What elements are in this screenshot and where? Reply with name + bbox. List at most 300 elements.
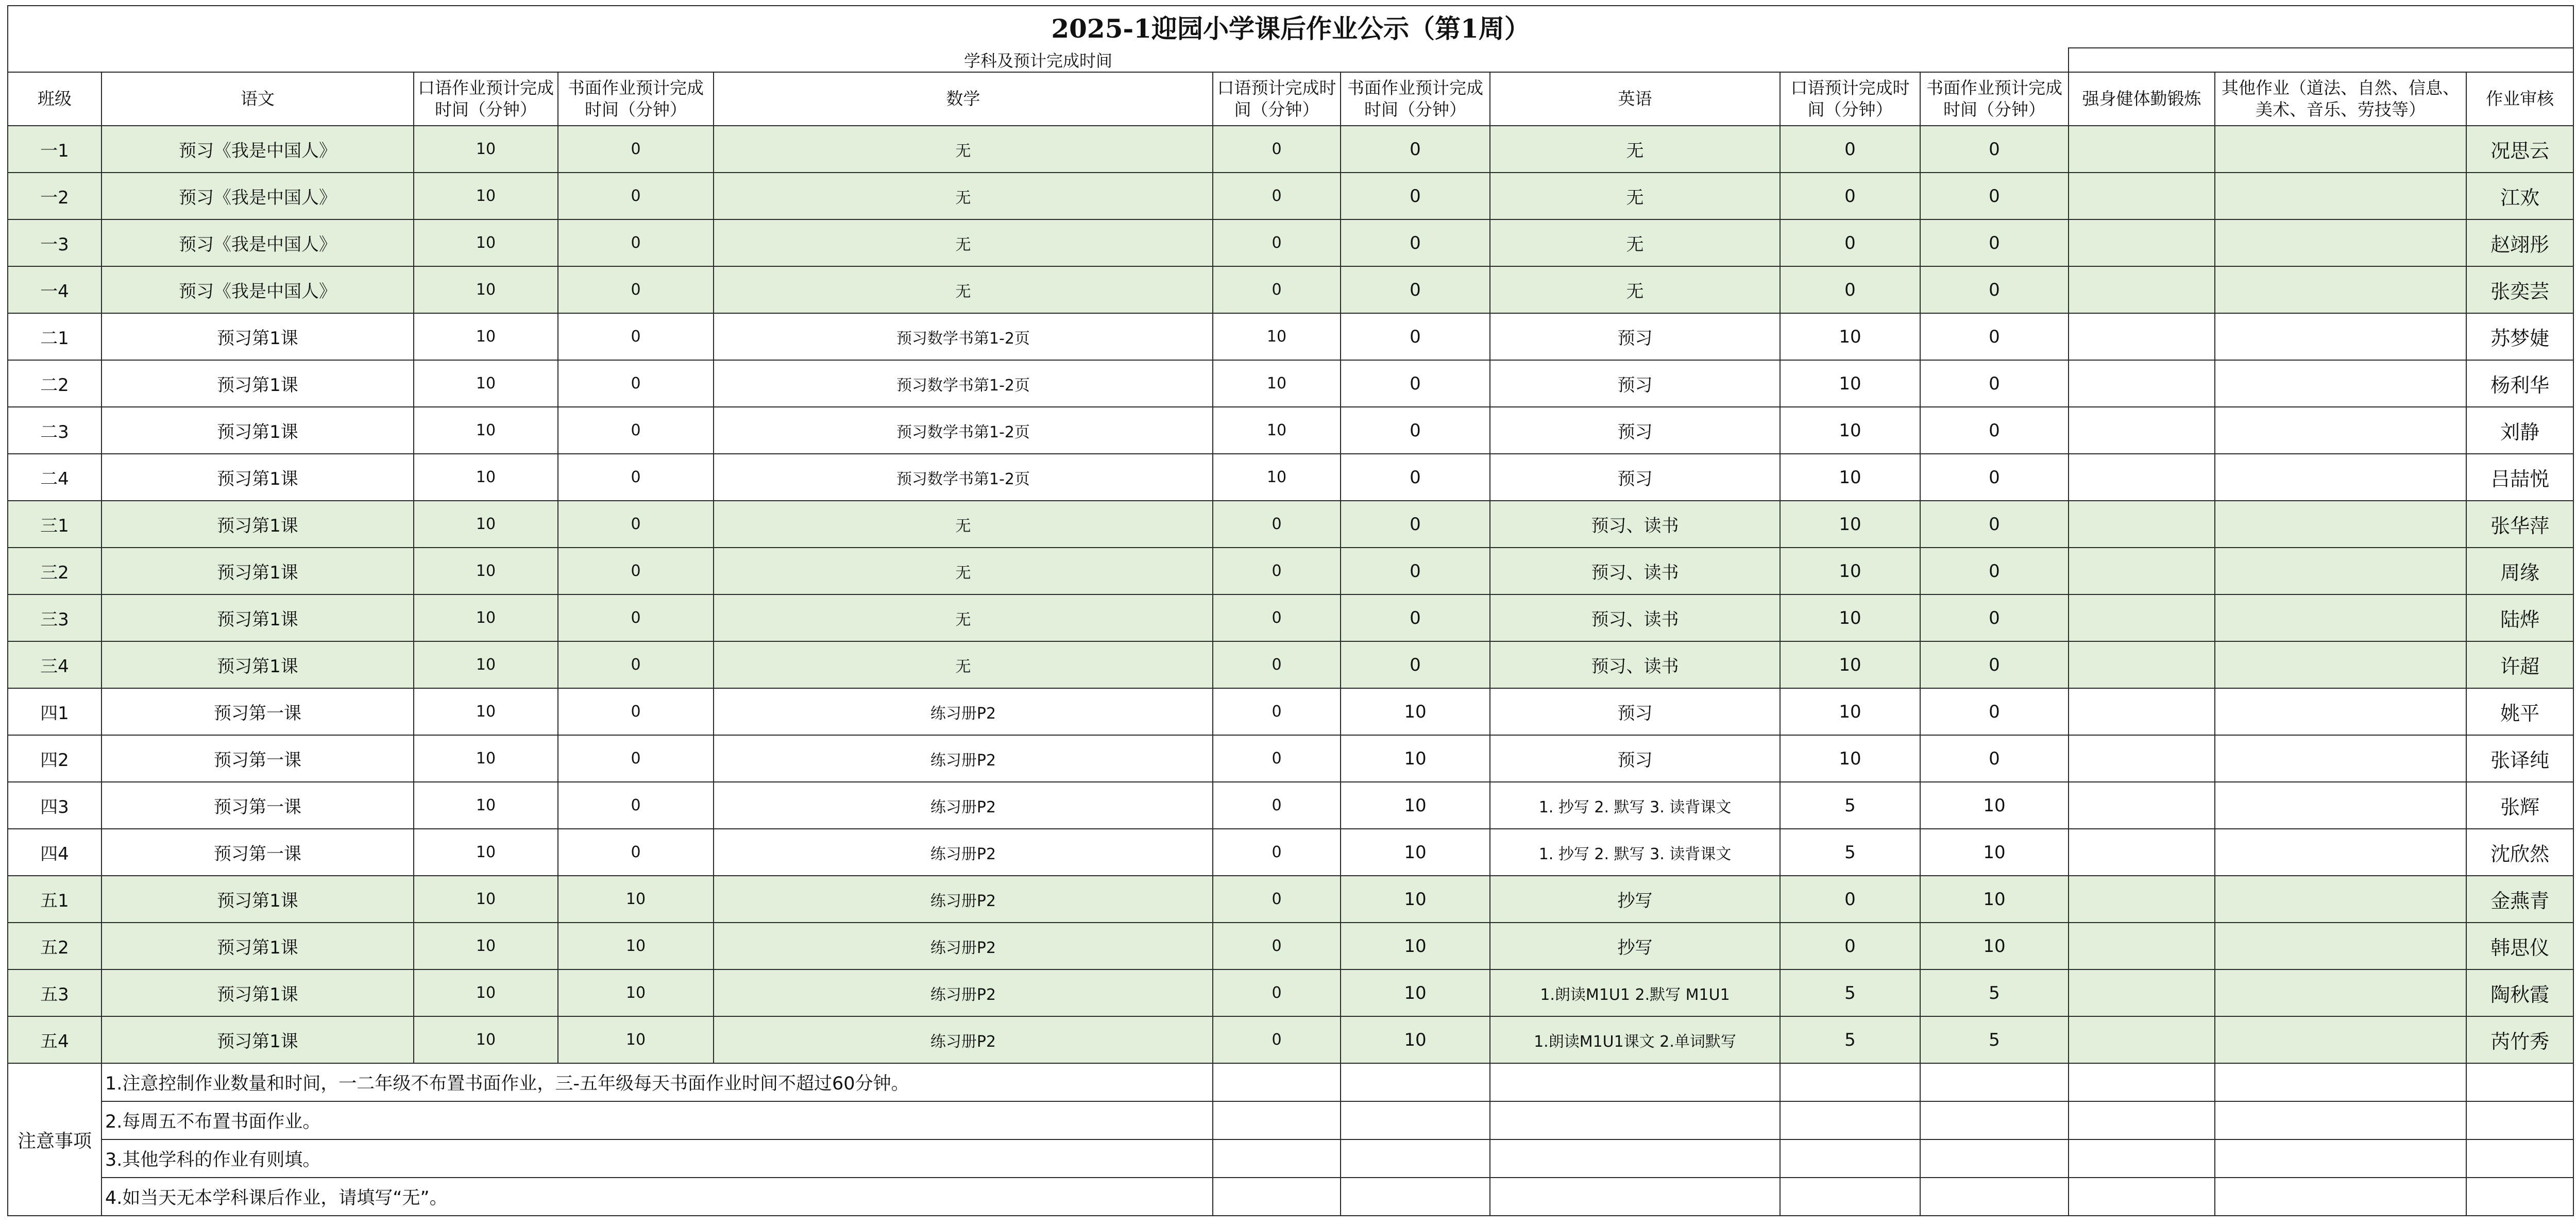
cell-chinese[interactable]: 预习第1课 — [101, 548, 414, 594]
note-blank-cell[interactable] — [1780, 1063, 1920, 1101]
cell-class[interactable]: 五3 — [8, 969, 101, 1016]
cell-english-written[interactable]: 0 — [1920, 501, 2069, 548]
cell-chinese-oral[interactable]: 10 — [414, 969, 558, 1016]
cell-english-oral[interactable]: 10 — [1780, 501, 1920, 548]
cell-math[interactable]: 无 — [714, 219, 1213, 266]
cell-chinese-written[interactable]: 0 — [558, 688, 714, 735]
cell-chinese-written[interactable]: 10 — [558, 876, 714, 923]
cell-chinese-written[interactable]: 0 — [558, 548, 714, 594]
cell-english-written[interactable]: 0 — [1920, 173, 2069, 219]
note-blank-cell[interactable] — [1920, 1178, 2069, 1216]
cell-math-oral[interactable]: 0 — [1213, 876, 1341, 923]
cell-chinese-written[interactable]: 0 — [558, 313, 714, 360]
cell-other[interactable] — [2215, 313, 2466, 360]
cell-fitness[interactable] — [2069, 876, 2215, 923]
cell-review[interactable]: 张辉 — [2466, 782, 2573, 829]
cell-review[interactable]: 陆烨 — [2466, 594, 2573, 641]
cell-math-oral[interactable]: 0 — [1213, 688, 1341, 735]
cell-english-written[interactable]: 0 — [1920, 454, 2069, 501]
cell-chinese-oral[interactable]: 10 — [414, 876, 558, 923]
cell-math[interactable]: 练习册P2 — [714, 688, 1213, 735]
cell-english-written[interactable]: 0 — [1920, 641, 2069, 688]
cell-math-oral[interactable]: 0 — [1213, 641, 1341, 688]
cell-english-oral[interactable]: 10 — [1780, 313, 1920, 360]
cell-chinese[interactable]: 预习《我是中国人》 — [101, 126, 414, 173]
cell-fitness[interactable] — [2069, 735, 2215, 782]
cell-english-oral[interactable]: 10 — [1780, 641, 1920, 688]
cell-math[interactable]: 练习册P2 — [714, 735, 1213, 782]
cell-math[interactable]: 练习册P2 — [714, 1016, 1213, 1063]
cell-review[interactable]: 陶秋霞 — [2466, 969, 2573, 1016]
cell-other[interactable] — [2215, 782, 2466, 829]
cell-other[interactable] — [2215, 876, 2466, 923]
note-blank-cell[interactable] — [1341, 1063, 1490, 1101]
cell-fitness[interactable] — [2069, 219, 2215, 266]
cell-english-written[interactable]: 0 — [1920, 126, 2069, 173]
cell-english-written[interactable]: 0 — [1920, 407, 2069, 454]
cell-math[interactable]: 练习册P2 — [714, 829, 1213, 876]
note-blank-cell[interactable] — [1213, 1101, 1341, 1139]
cell-math-oral[interactable]: 0 — [1213, 735, 1341, 782]
cell-chinese-written[interactable]: 0 — [558, 641, 714, 688]
cell-english-oral[interactable]: 10 — [1780, 548, 1920, 594]
cell-chinese[interactable]: 预习第1课 — [101, 876, 414, 923]
cell-review[interactable]: 况思云 — [2466, 126, 2573, 173]
cell-english[interactable]: 预习 — [1490, 735, 1780, 782]
cell-review[interactable]: 沈欣然 — [2466, 829, 2573, 876]
cell-review[interactable]: 芮竹秀 — [2466, 1016, 2573, 1063]
cell-fitness[interactable] — [2069, 407, 2215, 454]
note-blank-cell[interactable] — [2215, 1178, 2466, 1216]
note-blank-cell[interactable] — [1780, 1139, 1920, 1178]
cell-english-oral[interactable]: 10 — [1780, 735, 1920, 782]
cell-review[interactable]: 赵翊彤 — [2466, 219, 2573, 266]
note-blank-cell[interactable] — [2466, 1178, 2573, 1216]
cell-other[interactable] — [2215, 266, 2466, 313]
sheet-subtitle: 学科及预计完成时间 — [8, 48, 2069, 72]
note-blank-cell[interactable] — [2069, 1101, 2215, 1139]
cell-fitness[interactable] — [2069, 126, 2215, 173]
cell-math-oral[interactable]: 10 — [1213, 360, 1341, 407]
cell-chinese-oral[interactable]: 10 — [414, 594, 558, 641]
cell-class[interactable]: 三3 — [8, 594, 101, 641]
cell-chinese-written[interactable]: 0 — [558, 173, 714, 219]
cell-english-written[interactable]: 10 — [1920, 923, 2069, 969]
cell-chinese-written[interactable]: 0 — [558, 266, 714, 313]
cell-fitness[interactable] — [2069, 969, 2215, 1016]
note-blank-cell[interactable] — [1920, 1063, 2069, 1101]
note-blank-cell[interactable] — [2466, 1063, 2573, 1101]
cell-chinese-written[interactable]: 0 — [558, 829, 714, 876]
cell-review[interactable]: 张译纯 — [2466, 735, 2573, 782]
cell-chinese-oral[interactable]: 10 — [414, 126, 558, 173]
note-blank-cell[interactable] — [1920, 1139, 2069, 1178]
cell-chinese[interactable]: 预习《我是中国人》 — [101, 173, 414, 219]
cell-fitness[interactable] — [2069, 501, 2215, 548]
cell-fitness[interactable] — [2069, 1016, 2215, 1063]
cell-english-written[interactable]: 10 — [1920, 782, 2069, 829]
cell-chinese-written[interactable]: 0 — [558, 219, 714, 266]
cell-math[interactable]: 练习册P2 — [714, 923, 1213, 969]
cell-other[interactable] — [2215, 969, 2466, 1016]
cell-english-written[interactable]: 5 — [1920, 969, 2069, 1016]
note-blank-cell[interactable] — [2069, 1178, 2215, 1216]
cell-other[interactable] — [2215, 594, 2466, 641]
cell-class[interactable]: 二1 — [8, 313, 101, 360]
cell-review[interactable]: 江欢 — [2466, 173, 2573, 219]
cell-math-written[interactable]: 0 — [1341, 407, 1490, 454]
cell-english-oral[interactable]: 0 — [1780, 266, 1920, 313]
cell-english-oral[interactable]: 5 — [1780, 782, 1920, 829]
note-blank-cell[interactable] — [2466, 1101, 2573, 1139]
cell-english[interactable]: 预习、读书 — [1490, 548, 1780, 594]
header-class: 班级 — [8, 72, 101, 126]
cell-english-oral[interactable]: 0 — [1780, 923, 1920, 969]
header-english: 英语 — [1490, 72, 1780, 126]
cell-review[interactable]: 金燕青 — [2466, 876, 2573, 923]
cell-class[interactable]: 五2 — [8, 923, 101, 969]
cell-english-written[interactable]: 0 — [1920, 688, 2069, 735]
cell-chinese[interactable]: 预习第一课 — [101, 782, 414, 829]
cell-english-oral[interactable]: 0 — [1780, 126, 1920, 173]
cell-chinese-written[interactable]: 10 — [558, 969, 714, 1016]
cell-chinese-written[interactable]: 0 — [558, 407, 714, 454]
cell-english-oral[interactable]: 10 — [1780, 454, 1920, 501]
cell-math-written[interactable]: 0 — [1341, 219, 1490, 266]
note-blank-cell[interactable] — [1780, 1101, 1920, 1139]
cell-other[interactable] — [2215, 360, 2466, 407]
cell-english-written[interactable]: 0 — [1920, 313, 2069, 360]
cell-math[interactable]: 无 — [714, 641, 1213, 688]
cell-class[interactable]: 一2 — [8, 173, 101, 219]
cell-review[interactable]: 张华萍 — [2466, 501, 2573, 548]
cell-review[interactable]: 周缘 — [2466, 548, 2573, 594]
note-blank-cell[interactable] — [1213, 1063, 1341, 1101]
cell-english[interactable]: 预习 — [1490, 407, 1780, 454]
cell-math-written[interactable]: 0 — [1341, 594, 1490, 641]
cell-math-written[interactable]: 0 — [1341, 548, 1490, 594]
cell-english-oral[interactable]: 5 — [1780, 1016, 1920, 1063]
note-blank-cell[interactable] — [2215, 1063, 2466, 1101]
cell-chinese-oral[interactable]: 10 — [414, 454, 558, 501]
cell-chinese-oral[interactable]: 10 — [414, 313, 558, 360]
cell-math-written[interactable]: 10 — [1341, 923, 1490, 969]
cell-fitness[interactable] — [2069, 688, 2215, 735]
cell-chinese-oral[interactable]: 10 — [414, 548, 558, 594]
note-blank-cell[interactable] — [1490, 1139, 1780, 1178]
cell-other[interactable] — [2215, 641, 2466, 688]
cell-english[interactable]: 抄写 — [1490, 876, 1780, 923]
cell-review[interactable]: 苏梦婕 — [2466, 313, 2573, 360]
cell-class[interactable]: 五4 — [8, 1016, 101, 1063]
cell-english-oral[interactable]: 0 — [1780, 876, 1920, 923]
cell-math-written[interactable]: 10 — [1341, 688, 1490, 735]
cell-chinese-oral[interactable]: 10 — [414, 688, 558, 735]
cell-english[interactable]: 1. 抄写 2. 默写 3. 读背课文 — [1490, 782, 1780, 829]
cell-chinese-oral[interactable]: 10 — [414, 641, 558, 688]
cell-other[interactable] — [2215, 454, 2466, 501]
cell-english-oral[interactable]: 5 — [1780, 829, 1920, 876]
cell-math-written[interactable]: 0 — [1341, 501, 1490, 548]
cell-math-written[interactable]: 0 — [1341, 266, 1490, 313]
cell-chinese-written[interactable]: 0 — [558, 360, 714, 407]
cell-other[interactable] — [2215, 219, 2466, 266]
cell-chinese[interactable]: 预习第一课 — [101, 735, 414, 782]
cell-chinese-oral[interactable]: 10 — [414, 173, 558, 219]
cell-math-oral[interactable]: 0 — [1213, 219, 1341, 266]
cell-other[interactable] — [2215, 548, 2466, 594]
cell-review[interactable]: 刘静 — [2466, 407, 2573, 454]
note-blank-cell[interactable] — [1213, 1178, 1341, 1216]
note-blank-cell[interactable] — [1213, 1139, 1341, 1178]
cell-chinese-oral[interactable]: 10 — [414, 782, 558, 829]
cell-class[interactable]: 四2 — [8, 735, 101, 782]
cell-english-oral[interactable]: 5 — [1780, 969, 1920, 1016]
cell-english[interactable]: 预习 — [1490, 688, 1780, 735]
cell-math-oral[interactable]: 0 — [1213, 173, 1341, 219]
cell-math-oral[interactable]: 0 — [1213, 829, 1341, 876]
cell-chinese[interactable]: 预习第1课 — [101, 360, 414, 407]
cell-fitness[interactable] — [2069, 782, 2215, 829]
cell-english-written[interactable]: 5 — [1920, 1016, 2069, 1063]
cell-math[interactable]: 练习册P2 — [714, 876, 1213, 923]
cell-fitness[interactable] — [2069, 923, 2215, 969]
cell-other[interactable] — [2215, 735, 2466, 782]
cell-english-oral[interactable]: 10 — [1780, 688, 1920, 735]
cell-english[interactable]: 抄写 — [1490, 923, 1780, 969]
cell-chinese[interactable]: 预习《我是中国人》 — [101, 266, 414, 313]
cell-chinese-oral[interactable]: 10 — [414, 501, 558, 548]
note-blank-cell[interactable] — [1490, 1101, 1780, 1139]
cell-english[interactable]: 1.朗读M1U1课文 2.单词默写 — [1490, 1016, 1780, 1063]
cell-math-oral[interactable]: 0 — [1213, 501, 1341, 548]
cell-review[interactable]: 韩思仪 — [2466, 923, 2573, 969]
cell-class[interactable]: 一1 — [8, 126, 101, 173]
cell-math-oral[interactable]: 10 — [1213, 407, 1341, 454]
cell-math-written[interactable]: 10 — [1341, 969, 1490, 1016]
cell-chinese-oral[interactable]: 10 — [414, 1016, 558, 1063]
cell-review[interactable]: 姚平 — [2466, 688, 2573, 735]
cell-fitness[interactable] — [2069, 829, 2215, 876]
cell-chinese-oral[interactable]: 10 — [414, 407, 558, 454]
cell-other[interactable] — [2215, 1016, 2466, 1063]
cell-chinese-written[interactable]: 0 — [558, 735, 714, 782]
cell-other[interactable] — [2215, 501, 2466, 548]
cell-math[interactable]: 预习数学书第1-2页 — [714, 407, 1213, 454]
note-blank-cell[interactable] — [2069, 1139, 2215, 1178]
cell-english-written[interactable]: 0 — [1920, 594, 2069, 641]
cell-english-written[interactable]: 10 — [1920, 829, 2069, 876]
cell-class[interactable]: 四3 — [8, 782, 101, 829]
cell-class[interactable]: 五1 — [8, 876, 101, 923]
cell-class[interactable]: 三2 — [8, 548, 101, 594]
cell-math-oral[interactable]: 0 — [1213, 782, 1341, 829]
cell-chinese[interactable]: 预习第一课 — [101, 688, 414, 735]
note-blank-cell[interactable] — [1341, 1139, 1490, 1178]
cell-chinese-written[interactable]: 0 — [558, 501, 714, 548]
cell-review[interactable]: 杨利华 — [2466, 360, 2573, 407]
cell-other[interactable] — [2215, 923, 2466, 969]
cell-math-written[interactable]: 0 — [1341, 173, 1490, 219]
cell-math-written[interactable]: 0 — [1341, 126, 1490, 173]
cell-english[interactable]: 预习、读书 — [1490, 594, 1780, 641]
cell-class[interactable]: 四4 — [8, 829, 101, 876]
cell-fitness[interactable] — [2069, 548, 2215, 594]
cell-chinese-written[interactable]: 0 — [558, 454, 714, 501]
note-blank-cell[interactable] — [1341, 1101, 1490, 1139]
note-blank-cell[interactable] — [1490, 1178, 1780, 1216]
cell-fitness[interactable] — [2069, 313, 2215, 360]
cell-chinese[interactable]: 预习《我是中国人》 — [101, 219, 414, 266]
cell-math[interactable]: 预习数学书第1-2页 — [714, 313, 1213, 360]
cell-chinese-oral[interactable]: 10 — [414, 829, 558, 876]
cell-other[interactable] — [2215, 126, 2466, 173]
cell-english-oral[interactable]: 0 — [1780, 219, 1920, 266]
cell-chinese-oral[interactable]: 10 — [414, 735, 558, 782]
cell-english[interactable]: 预习 — [1490, 454, 1780, 501]
cell-chinese-written[interactable]: 0 — [558, 782, 714, 829]
cell-english[interactable]: 无 — [1490, 126, 1780, 173]
table-row — [8, 407, 2573, 454]
cell-class[interactable]: 三4 — [8, 641, 101, 688]
cell-math-oral[interactable]: 0 — [1213, 969, 1341, 1016]
notes-label: 注意事项 — [8, 1063, 101, 1216]
cell-fitness[interactable] — [2069, 173, 2215, 219]
cell-review[interactable]: 张奕芸 — [2466, 266, 2573, 313]
cell-chinese[interactable]: 预习第1课 — [101, 501, 414, 548]
cell-math[interactable]: 无 — [714, 548, 1213, 594]
cell-fitness[interactable] — [2069, 594, 2215, 641]
cell-math-written[interactable]: 10 — [1341, 782, 1490, 829]
cell-english-written[interactable]: 0 — [1920, 219, 2069, 266]
cell-math-oral[interactable]: 0 — [1213, 126, 1341, 173]
cell-math[interactable]: 预习数学书第1-2页 — [714, 454, 1213, 501]
cell-math[interactable]: 无 — [714, 126, 1213, 173]
cell-chinese-oral[interactable]: 10 — [414, 219, 558, 266]
cell-math-written[interactable]: 10 — [1341, 876, 1490, 923]
homework-table — [7, 5, 2574, 1216]
cell-other[interactable] — [2215, 173, 2466, 219]
cell-english-written[interactable]: 0 — [1920, 360, 2069, 407]
cell-math-oral[interactable]: 0 — [1213, 594, 1341, 641]
cell-math-oral[interactable]: 10 — [1213, 313, 1341, 360]
cell-math-written[interactable]: 0 — [1341, 641, 1490, 688]
cell-math[interactable]: 无 — [714, 501, 1213, 548]
cell-english[interactable]: 无 — [1490, 266, 1780, 313]
cell-review[interactable]: 许超 — [2466, 641, 2573, 688]
cell-chinese[interactable]: 预习第1课 — [101, 313, 414, 360]
note-blank-cell[interactable] — [2069, 1063, 2215, 1101]
cell-chinese-written[interactable]: 10 — [558, 923, 714, 969]
cell-chinese-written[interactable]: 10 — [558, 1016, 714, 1063]
cell-math[interactable]: 无 — [714, 594, 1213, 641]
cell-chinese[interactable]: 预习第1课 — [101, 407, 414, 454]
cell-chinese[interactable]: 预习第1课 — [101, 594, 414, 641]
note-blank-cell[interactable] — [1780, 1178, 1920, 1216]
cell-math-oral[interactable]: 0 — [1213, 1016, 1341, 1063]
cell-class[interactable]: 一4 — [8, 266, 101, 313]
note-blank-cell[interactable] — [1341, 1178, 1490, 1216]
note-blank-cell[interactable] — [2215, 1101, 2466, 1139]
note-blank-cell[interactable] — [1920, 1101, 2069, 1139]
cell-math-written[interactable]: 10 — [1341, 735, 1490, 782]
cell-chinese-written[interactable]: 0 — [558, 594, 714, 641]
cell-english[interactable]: 1. 抄写 2. 默写 3. 读背课文 — [1490, 829, 1780, 876]
cell-english[interactable]: 预习 — [1490, 360, 1780, 407]
cell-class[interactable]: 二2 — [8, 360, 101, 407]
table-row — [8, 219, 2573, 266]
cell-english[interactable]: 无 — [1490, 219, 1780, 266]
note-blank-cell[interactable] — [2466, 1139, 2573, 1178]
cell-other[interactable] — [2215, 829, 2466, 876]
cell-review[interactable]: 吕喆悦 — [2466, 454, 2573, 501]
cell-chinese-oral[interactable]: 10 — [414, 266, 558, 313]
cell-math-oral[interactable]: 0 — [1213, 923, 1341, 969]
cell-english-oral[interactable]: 0 — [1780, 173, 1920, 219]
cell-class[interactable]: 四1 — [8, 688, 101, 735]
cell-english[interactable]: 无 — [1490, 173, 1780, 219]
cell-chinese[interactable]: 预习第1课 — [101, 923, 414, 969]
cell-class[interactable]: 二3 — [8, 407, 101, 454]
cell-english-oral[interactable]: 10 — [1780, 594, 1920, 641]
cell-math-written[interactable]: 0 — [1341, 360, 1490, 407]
cell-math-oral[interactable]: 0 — [1213, 548, 1341, 594]
cell-math-written[interactable]: 10 — [1341, 829, 1490, 876]
cell-math-oral[interactable]: 10 — [1213, 454, 1341, 501]
cell-english-written[interactable]: 0 — [1920, 266, 2069, 313]
cell-english-written[interactable]: 0 — [1920, 735, 2069, 782]
cell-other[interactable] — [2215, 688, 2466, 735]
note-blank-cell[interactable] — [2215, 1139, 2466, 1178]
cell-chinese-oral[interactable]: 10 — [414, 923, 558, 969]
cell-chinese-written[interactable]: 0 — [558, 126, 714, 173]
cell-class[interactable]: 二4 — [8, 454, 101, 501]
cell-english-written[interactable]: 0 — [1920, 548, 2069, 594]
cell-chinese[interactable]: 预习第1课 — [101, 641, 414, 688]
cell-english[interactable]: 预习、读书 — [1490, 641, 1780, 688]
cell-chinese[interactable]: 预习第1课 — [101, 454, 414, 501]
cell-english[interactable]: 1.朗读M1U1 2.默写 M1U1 — [1490, 969, 1780, 1016]
cell-english-oral[interactable]: 10 — [1780, 407, 1920, 454]
cell-english-written[interactable]: 10 — [1920, 876, 2069, 923]
cell-math-written[interactable]: 0 — [1341, 454, 1490, 501]
cell-chinese-oral[interactable]: 10 — [414, 360, 558, 407]
cell-class[interactable]: 一3 — [8, 219, 101, 266]
cell-english-oral[interactable]: 10 — [1780, 360, 1920, 407]
cell-fitness[interactable] — [2069, 641, 2215, 688]
cell-math[interactable]: 练习册P2 — [714, 782, 1213, 829]
cell-math[interactable]: 练习册P2 — [714, 969, 1213, 1016]
cell-math[interactable]: 预习数学书第1-2页 — [714, 360, 1213, 407]
cell-other[interactable] — [2215, 407, 2466, 454]
cell-chinese[interactable]: 预习第1课 — [101, 1016, 414, 1063]
cell-fitness[interactable] — [2069, 454, 2215, 501]
cell-fitness[interactable] — [2069, 266, 2215, 313]
table-row — [8, 1016, 2573, 1063]
cell-chinese[interactable]: 预习第一课 — [101, 829, 414, 876]
cell-english[interactable]: 预习 — [1490, 313, 1780, 360]
cell-chinese[interactable]: 预习第1课 — [101, 969, 414, 1016]
cell-class[interactable]: 三1 — [8, 501, 101, 548]
cell-fitness[interactable] — [2069, 360, 2215, 407]
cell-math-oral[interactable]: 0 — [1213, 266, 1341, 313]
cell-math[interactable]: 无 — [714, 266, 1213, 313]
cell-math[interactable]: 无 — [714, 173, 1213, 219]
note-blank-cell[interactable] — [1490, 1063, 1780, 1101]
cell-math-written[interactable]: 10 — [1341, 1016, 1490, 1063]
cell-english[interactable]: 预习、读书 — [1490, 501, 1780, 548]
cell-math-written[interactable]: 0 — [1341, 313, 1490, 360]
